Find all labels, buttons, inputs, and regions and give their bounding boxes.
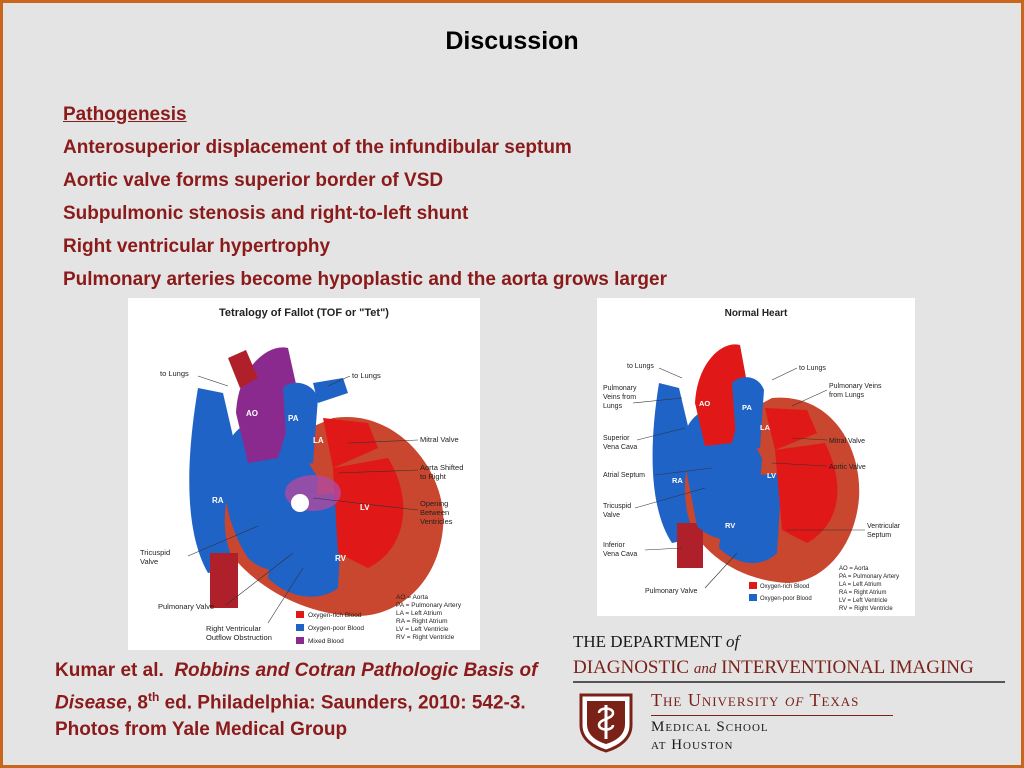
citation-book: Robbins and Cotran Pathologic Basis of Disease: [55, 660, 538, 714]
svg-text:Valve: Valve: [603, 512, 620, 519]
svg-text:Vena Cava: Vena Cava: [603, 551, 638, 558]
bullet-list: [63, 136, 667, 301]
septal-opening: [291, 494, 309, 512]
label-inferior-vena-cava: Inferior: [603, 542, 625, 549]
label-pulmonary-veins-right: Pulmonary Veins: [829, 383, 882, 390]
svg-text:Ventricles: Ventricles: [420, 517, 453, 526]
svg-text:Oxygen-rich Blood: Oxygen-rich Blood: [308, 612, 362, 619]
bullet-item: Anterosuperior displacement of the infundibular septum: [63, 137, 572, 158]
normal-title: Normal Heart: [724, 308, 788, 319]
pulmonary-artery: [283, 383, 318, 468]
ra-label: RA: [212, 496, 224, 505]
lv-label: LV: [767, 471, 777, 480]
svg-text:AO = Aorta: AO = Aorta: [839, 566, 869, 572]
citation-author: Kumar et al.: [55, 660, 164, 681]
svg-text:Lungs: Lungs: [603, 403, 623, 410]
label-to-lungs-right: to Lungs: [352, 371, 381, 380]
label-mitral-valve: Mitral Valve: [420, 435, 459, 444]
label-opening: Opening: [420, 499, 449, 508]
bullet-item: Pulmonary arteries become hypoplastic and the aorta grows larger: [63, 269, 667, 290]
label-aortic-valve: Aortic Valve: [829, 464, 866, 471]
ra-label: RA: [672, 476, 683, 485]
label-to-lungs-right: to Lungs: [799, 365, 826, 372]
tof-legend: [296, 611, 364, 645]
svg-text:to Right: to Right: [420, 472, 446, 481]
slide-title: Discussion: [445, 27, 579, 55]
label-pulmonary-valve: Pulmonary Valve: [645, 588, 698, 595]
ivc-vessel: [677, 523, 703, 568]
svg-text:PA = Pulmonary Artery: PA = Pulmonary Artery: [396, 602, 462, 609]
svg-text:Between: Between: [420, 508, 450, 517]
ao-label: AO: [699, 399, 711, 408]
svg-text:Valve: Valve: [140, 557, 159, 566]
label-superior-vena-cava: Superior: [603, 435, 630, 442]
label-tricuspid: Tricuspid: [140, 548, 171, 557]
normal-abbreviations: [839, 566, 899, 612]
svg-text:RV = Right Ventricle: RV = Right Ventricle: [396, 634, 455, 641]
svg-text:Oxygen-poor Blood: Oxygen-poor Blood: [308, 625, 365, 632]
rv-label: RV: [725, 521, 736, 530]
ao-label: AO: [246, 409, 258, 418]
svg-text:AO = Aorta: AO = Aorta: [396, 594, 428, 601]
svg-text:RA = Right Atrium: RA = Right Atrium: [396, 618, 448, 625]
svg-text:from Lungs: from Lungs: [829, 392, 865, 399]
la-label: LA: [313, 436, 324, 445]
section-heading: Pathogenesis: [63, 104, 187, 125]
normal-heart-diagram: [597, 298, 915, 616]
university-name: The University of Texas: [651, 690, 860, 710]
svg-text:LA = Left Atrium: LA = Left Atrium: [396, 610, 443, 617]
svg-text:Oxygen-poor Blood: Oxygen-poor Blood: [760, 596, 812, 602]
tof-diagram: [128, 298, 480, 650]
branding-divider: [573, 681, 1005, 683]
medical-school-name: Medical School at Houston: [651, 719, 769, 753]
svg-text:LA = Left Atrium: LA = Left Atrium: [839, 582, 882, 588]
pa-label: PA: [288, 414, 299, 423]
bullet-item: Right ventricular hypertrophy: [63, 236, 331, 257]
svg-text:LV = Left Ventricle: LV = Left Ventricle: [396, 626, 449, 633]
svg-text:Veins from: Veins from: [603, 394, 637, 401]
bullet-item: Aortic valve forms superior border of VSD: [63, 170, 444, 191]
right-ventricle: [719, 473, 782, 563]
label-rvoo: Right Ventricular: [206, 624, 262, 633]
svg-text:Outflow Obstruction: Outflow Obstruction: [206, 633, 272, 642]
la-label: LA: [760, 423, 770, 432]
normal-legend: [749, 582, 812, 602]
pa-label: PA: [742, 403, 752, 412]
lv-label: LV: [360, 503, 370, 512]
bullet-item: Subpulmonic stenosis and right-to-left shunt: [63, 203, 469, 224]
label-mitral-valve: Mitral Valve: [829, 438, 866, 445]
pulmonary-artery: [732, 377, 764, 453]
svg-text:Vena Cava: Vena Cava: [603, 444, 638, 451]
university-underline: [651, 715, 893, 716]
label-tricuspid: Tricuspid: [603, 503, 632, 510]
svg-text:RA = Right Atrium: RA = Right Atrium: [839, 590, 887, 596]
label-to-lungs-left: to Lungs: [627, 363, 654, 370]
svg-text:Septum: Septum: [867, 532, 892, 539]
svg-text:LV = Left Ventricle: LV = Left Ventricle: [839, 598, 888, 604]
department-subtitle: DIAGNOSTIC and INTERVENTIONAL IMAGING: [573, 657, 974, 678]
label-aorta-shifted: Aorta Shifted: [420, 463, 464, 472]
tof-abbreviations: [396, 594, 462, 641]
department-name: THE DEPARTMENT of: [573, 632, 740, 651]
svg-text:Oxygen-rich Blood: Oxygen-rich Blood: [760, 584, 810, 590]
label-pulmonary-veins-left: Pulmonary: [603, 385, 637, 392]
photo-credit: Photos from Yale Medical Group: [55, 719, 348, 741]
label-pulmonary-valve: Pulmonary Valve: [158, 602, 215, 611]
svg-text:RV = Right Ventricle: RV = Right Ventricle: [839, 606, 893, 612]
label-atrial-septum: Atrial Septum: [603, 472, 646, 479]
citation: Kumar et al. Robbins and Cotran Pathologic Basis of Disease, 8th ed. Philadelphia: Saunders, 2010: 542-3. Photos from Yale Medical Group: [55, 660, 538, 741]
ivc-vessel: [210, 553, 238, 608]
label-ventricular-septum: Ventricular: [867, 523, 901, 530]
university-seal-icon: [575, 691, 637, 758]
svg-text:PA = Pulmonary Artery: PA = Pulmonary Artery: [839, 574, 900, 580]
label-to-lungs-left: to Lungs: [160, 369, 189, 378]
tof-title: Tetralogy of Fallot (TOF or "Tet"): [219, 307, 389, 319]
rv-label: RV: [335, 554, 346, 563]
svg-text:Mixed Blood: Mixed Blood: [308, 638, 344, 645]
